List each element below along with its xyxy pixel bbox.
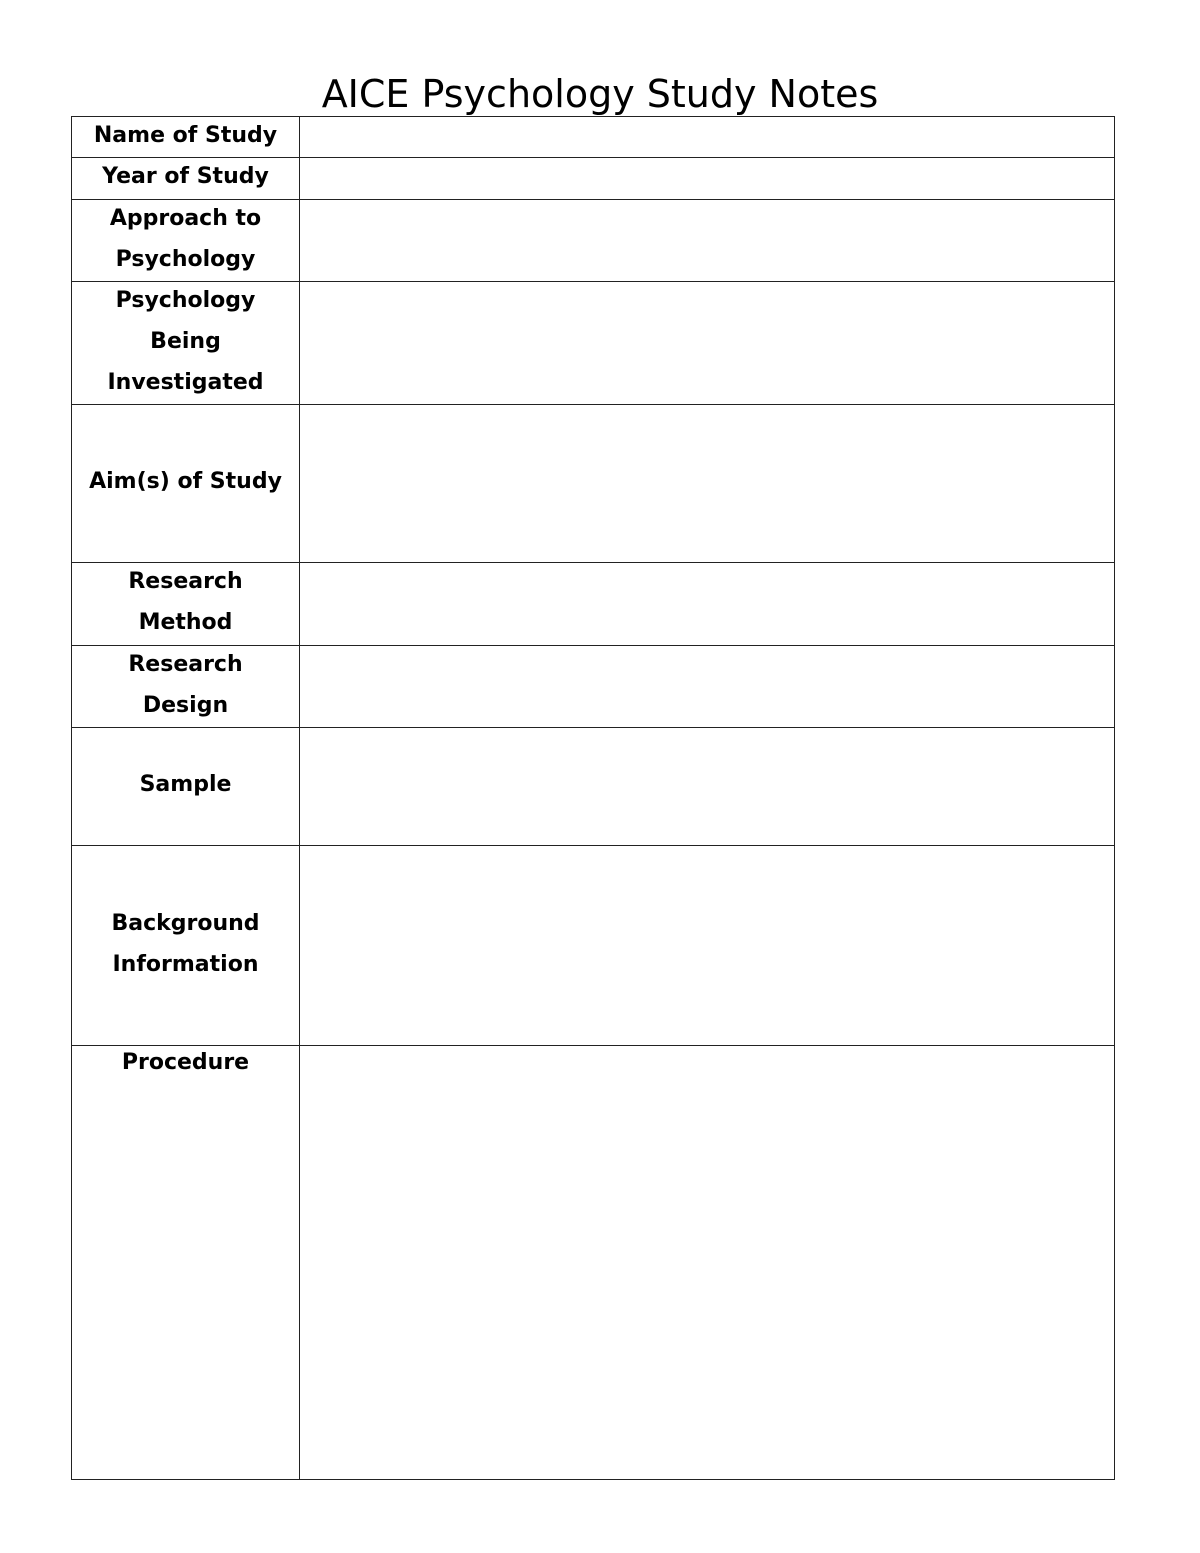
label-approach: Approach to Psychology	[72, 200, 300, 282]
label-year-of-study: Year of Study	[72, 158, 300, 200]
row-approach	[72, 200, 1115, 282]
label-aims: Aim(s) of Study	[72, 405, 300, 563]
row-research-method	[72, 563, 1115, 646]
label-research-design: Research Design	[72, 646, 300, 728]
field-background[interactable]	[300, 846, 1115, 1046]
field-procedure[interactable]	[300, 1046, 1115, 1480]
field-sample[interactable]	[300, 728, 1115, 846]
label-background: Background Information	[72, 846, 300, 1046]
field-research-method[interactable]	[300, 563, 1115, 646]
label-procedure: Procedure	[72, 1046, 300, 1480]
row-background	[72, 846, 1115, 1046]
row-year-of-study	[72, 158, 1115, 200]
row-procedure	[72, 1046, 1115, 1480]
label-name-of-study: Name of Study	[72, 117, 300, 158]
field-psychology-investigated[interactable]	[300, 282, 1115, 405]
study-notes-table	[71, 116, 1115, 1480]
field-name-of-study[interactable]	[300, 117, 1115, 158]
row-name-of-study	[72, 117, 1115, 158]
field-aims[interactable]	[300, 405, 1115, 563]
row-research-design	[72, 646, 1115, 728]
field-year-of-study[interactable]	[300, 158, 1115, 200]
row-sample	[72, 728, 1115, 846]
label-research-method: Research Method	[72, 563, 300, 646]
field-approach[interactable]	[300, 200, 1115, 282]
row-psychology-investigated	[72, 282, 1115, 405]
label-sample: Sample	[72, 728, 300, 846]
field-research-design[interactable]	[300, 646, 1115, 728]
page-title: AICE Psychology Study Notes	[321, 72, 879, 116]
row-aims	[72, 405, 1115, 563]
label-psychology-investigated: Psychology Being Investigated	[72, 282, 300, 405]
